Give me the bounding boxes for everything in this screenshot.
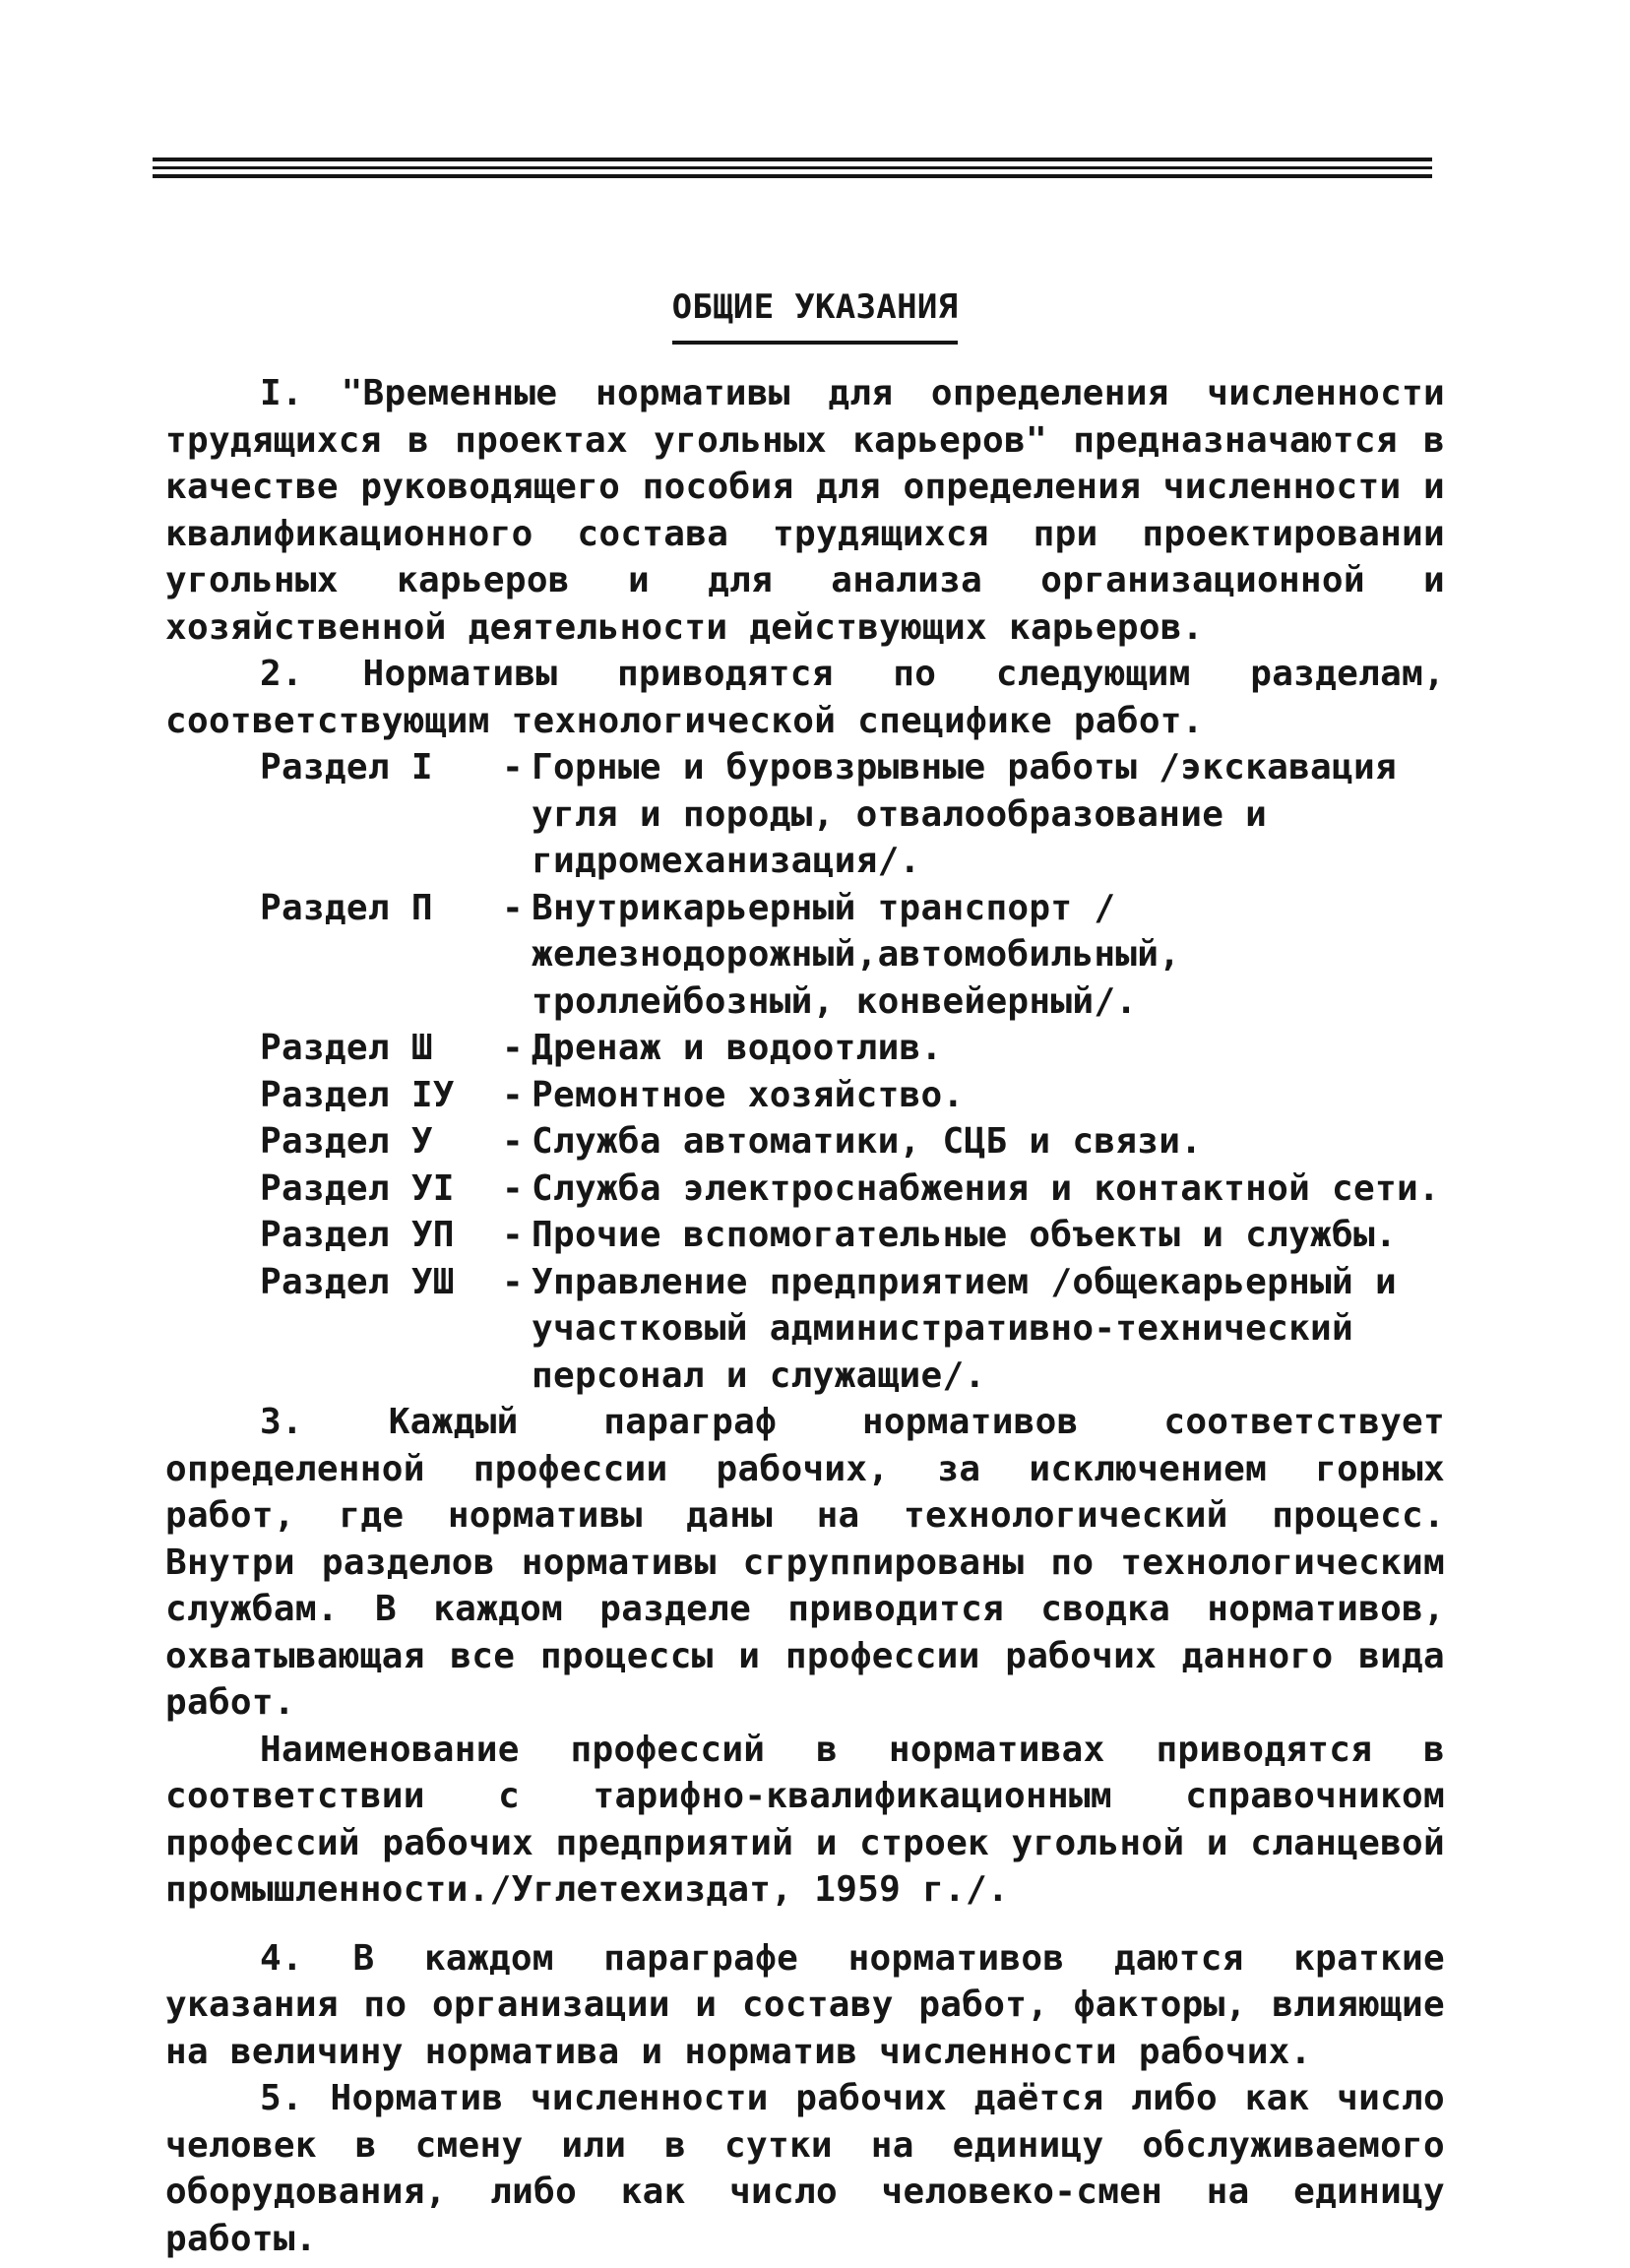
header-rule-top — [153, 158, 1432, 161]
section-label: Раздел УI — [260, 1167, 455, 1209]
page-title-text: ОБЩИЕ УКАЗАНИЯ — [672, 284, 959, 345]
header-rule-middle — [153, 166, 1432, 169]
paragraph-1: I. "Временные нормативы для определения численности трудящихся в проектах угольных карьеров" предназначаются в качестве руководящего пособия для определения численности и квалификационного состава трудящихся при проектировании угольных карьеров и для анализа организационной и хозяйственной деятельности действующих карьеров. — [165, 373, 1445, 648]
section-label: Раздел I — [260, 747, 433, 788]
section-label: Раздел УШ — [260, 1261, 455, 1302]
section-item — [165, 1259, 1445, 1400]
page-title — [0, 284, 1630, 345]
section-item — [165, 1118, 1445, 1166]
section-label: Раздел IУ — [260, 1074, 455, 1115]
section-label: Раздел УП — [260, 1215, 455, 1255]
header-rule-bottom — [153, 174, 1432, 178]
section-label: Раздел П — [260, 887, 433, 928]
section-dash: - — [502, 1121, 524, 1162]
section-item — [165, 1025, 1445, 1072]
section-description: Горные и буровзрывные работы /экскавация угля и породы, отвалообразование и гидромеханизация/. — [532, 747, 1397, 881]
section-dash: - — [502, 1167, 524, 1209]
section-dash: - — [502, 1215, 524, 1255]
section-description: Дренаж и водоотлив. — [532, 1028, 943, 1068]
section-label: Раздел Ш — [260, 1028, 433, 1068]
document-body — [165, 370, 1445, 2262]
section-dash: - — [502, 1028, 524, 1068]
section-dash: - — [502, 1074, 524, 1115]
paragraph-5: 5. Норматив численности рабочих даётся либо как число человек в смену или в сутки на единицу обслуживаемого оборудования, либо как число человеко-смен на единицу работы. — [165, 2078, 1445, 2259]
paragraph-3-professions: Наименование профессий в нормативах приводятся в соответствии с тарифно-квалификационным справочником профессий рабочих предприятий и строек угольной и сланцевой промышленности./Углетехиздат, 1959 г./. — [165, 1729, 1445, 1910]
section-item — [165, 885, 1445, 1026]
section-description: Управление предприятием /общекарьерный и участковый административно-технический персонал и служащие/. — [532, 1261, 1397, 1396]
section-dash: - — [502, 887, 524, 928]
section-description: Служба электроснабжения и контактной сети. — [532, 1167, 1440, 1209]
paragraph-3: 3. Каждый параграф нормативов соответствует определенной профессии рабочих, за исключением горных работ, где нормативы даны на технологический процесс. Внутри разделов нормативы сгруппированы по технологическим службам. В каждом разделе приводится сводка нормативов, охватывающая все процессы и профессии рабочих данного вида работ. — [165, 1402, 1445, 1723]
section-description: Внутрикарьерный транспорт /железнодорожный,автомобильный, троллейбозный, конвейерный/. — [532, 887, 1181, 1022]
paragraph-2: 2. Нормативы приводятся по следующим разделам, соответствующим технологической специфике работ. — [165, 654, 1445, 741]
section-description: Ремонтное хозяйство. — [532, 1074, 965, 1115]
section-item — [165, 1072, 1445, 1119]
sections-list — [165, 744, 1445, 1399]
section-label: Раздел У — [260, 1121, 433, 1162]
section-dash: - — [502, 1261, 524, 1302]
section-description: Прочие вспомогательные объекты и службы. — [532, 1215, 1397, 1255]
section-item — [165, 744, 1445, 885]
section-item — [165, 1212, 1445, 1259]
section-description: Служба автоматики, СЦБ и связи. — [532, 1121, 1203, 1162]
section-item — [165, 1166, 1445, 1213]
paragraph-4: 4. В каждом параграфе нормативов даются краткие указания по организации и составу работ, факторы, влияющие на величину норматива и норматив численности рабочих. — [165, 1937, 1445, 2072]
section-dash: - — [502, 747, 524, 788]
